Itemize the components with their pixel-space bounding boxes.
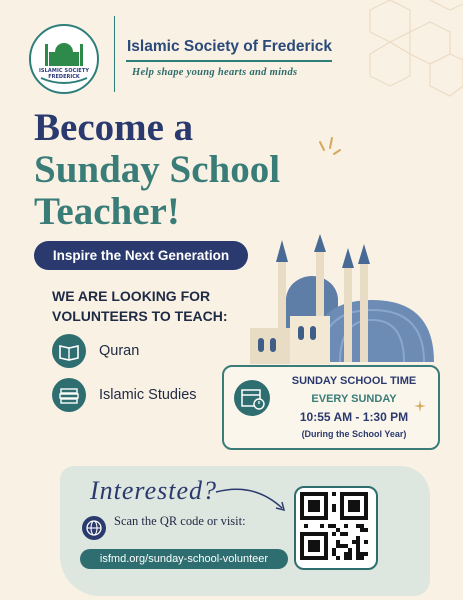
header-divider bbox=[114, 16, 115, 92]
schedule-note: (During the School Year) bbox=[301, 429, 407, 439]
headline-line2: Sunday School bbox=[34, 148, 281, 191]
org-underline bbox=[126, 60, 332, 62]
cta-text: Scan the QR code or visit: bbox=[114, 514, 246, 528]
mosque-illustration bbox=[250, 230, 440, 366]
globe-icon bbox=[82, 516, 106, 540]
stacked-books-icon bbox=[52, 378, 86, 412]
schedule-title: SUNDAY SCHOOL TIME bbox=[291, 375, 417, 387]
headline-line3: Teacher! bbox=[34, 190, 180, 233]
tagline: Help shape young hearts and minds bbox=[132, 67, 298, 78]
org-name: Islamic Society of Frederick bbox=[127, 38, 333, 55]
star-sparkle-icon bbox=[414, 400, 426, 412]
cta-heading: Interested? bbox=[90, 476, 217, 505]
volunteer-url-link[interactable]: isfmd.org/sunday-school-volunteer bbox=[80, 549, 288, 569]
calendar-clock-icon bbox=[234, 380, 270, 416]
logo-text-line1: ISLAMIC SOCIETY bbox=[38, 68, 90, 74]
subheading-pill: Inspire the Next Generation bbox=[34, 241, 248, 270]
schedule-hours: 10:55 AM - 1:30 PM bbox=[299, 410, 409, 424]
logo-text-line2: FREDERICK bbox=[48, 74, 80, 80]
open-book-icon bbox=[52, 334, 86, 368]
mosque-logo-icon bbox=[31, 26, 97, 92]
logo bbox=[29, 24, 99, 94]
subject-islamic-studies: Islamic Studies bbox=[99, 387, 197, 403]
looking-for-text: WE ARE LOOKING FOR VOLUNTEERS TO TEACH: bbox=[52, 288, 228, 324]
schedule-day: EVERY SUNDAY bbox=[311, 393, 397, 405]
qr-code[interactable] bbox=[300, 492, 368, 560]
sparkle-icon bbox=[318, 136, 342, 158]
headline-line1: Become a bbox=[34, 106, 194, 149]
subject-quran: Quran bbox=[99, 343, 140, 359]
background-pattern bbox=[330, 0, 463, 110]
